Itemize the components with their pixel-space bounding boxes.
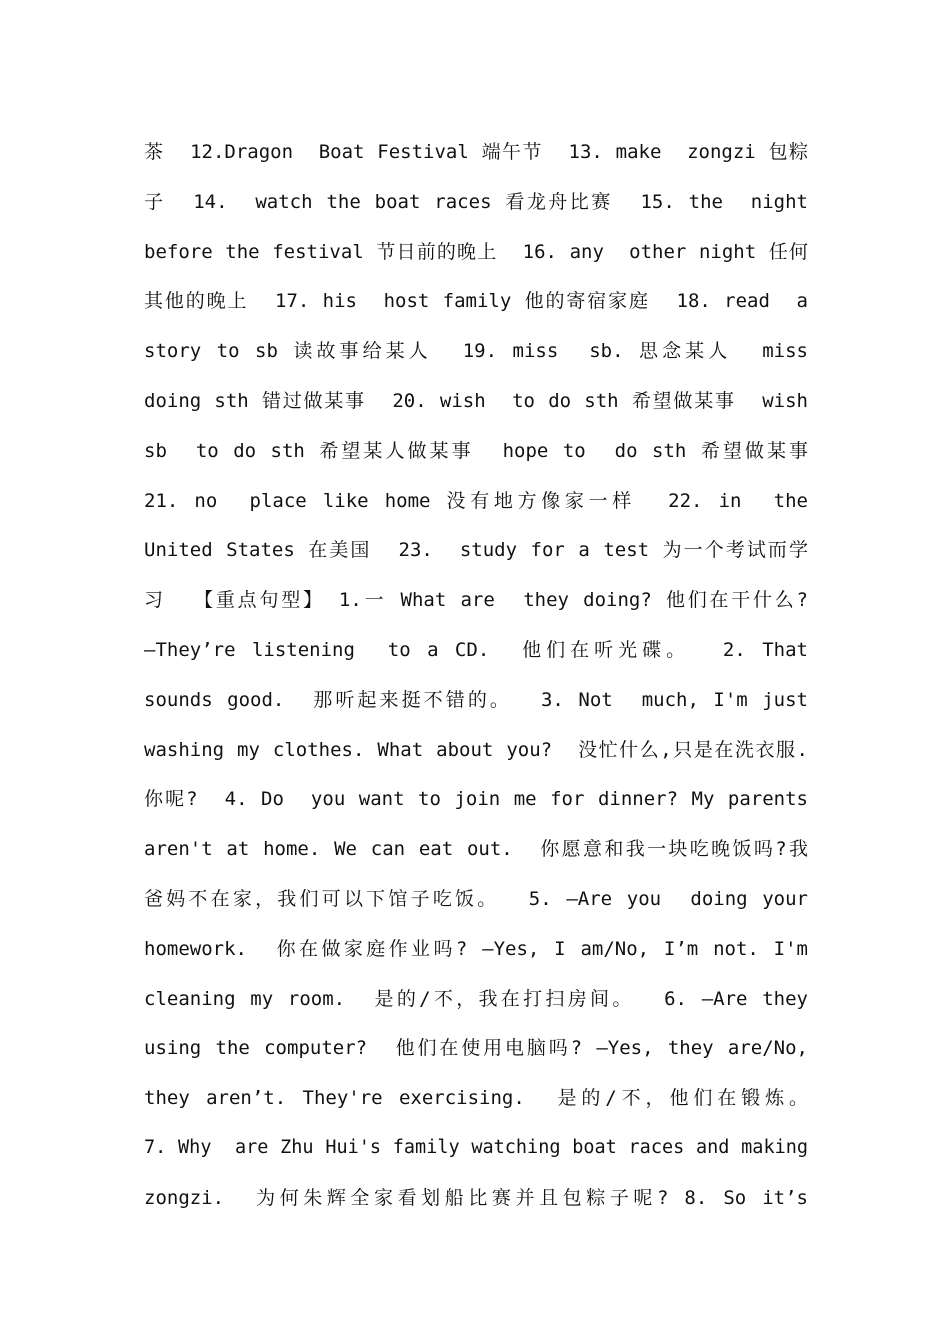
text-line: cleaning my room. 是的/不，我在打扫房间。 6. —Are they bbox=[144, 987, 808, 1010]
text-line: 其他的晚上 17. his host family 他的寄宿家庭 18. read a bbox=[144, 290, 808, 313]
text-line: doing sth 错过做某事 20. wish to do sth 希望做某事 wish bbox=[144, 389, 808, 412]
text-line: washing my clothes. What about you? 没忙什么,只是在洗衣服. bbox=[144, 738, 808, 761]
document-body bbox=[144, 134, 808, 1230]
text-line: 茶 12.Dragon Boat Festival 端午节 13. make zongzi 包粽 bbox=[144, 141, 808, 163]
text-line: they aren’t. They're exercising. 是的/不，他们在锻炼。 bbox=[144, 1087, 808, 1110]
text-line: story to sb 读故事给某人 19. miss sb. 思念某人 miss bbox=[144, 340, 808, 363]
text-line: 21. no place like home 没有地方像家一样 22. in the bbox=[144, 489, 808, 512]
text-line: —They’re listening to a CD. 他们在听光碟。 2. That bbox=[144, 638, 808, 661]
text-line: 你呢? 4. Do you want to join me for dinner? My parents bbox=[144, 788, 808, 811]
text-line: 子 14. watch the boat races 看龙舟比赛 15. the night bbox=[144, 190, 808, 213]
text-line: aren't at home. We can eat out. 你愿意和我一块吃晚饭吗?我 bbox=[144, 838, 808, 861]
text-line: 7. Why are Zhu Hui's family watching boat races and making bbox=[144, 1136, 808, 1158]
text-line: 习 【重点句型】 1.一 What are they doing? 他们在干什么? bbox=[144, 589, 808, 612]
text-line: 爸妈不在家，我们可以下馆子吃饭。 5. —Are you doing your bbox=[144, 887, 808, 910]
text-line: sb to do sth 希望某人做某事 hope to do sth 希望做某事 bbox=[144, 439, 808, 462]
text-line: before the festival 节日前的晚上 16. any other night 任何 bbox=[144, 240, 808, 263]
text-line: homework. 你在做家庭作业吗? —Yes, I am/No, I’m not. I'm bbox=[144, 937, 808, 960]
text-line: United States 在美国 23. study for a test 为一个考试而学 bbox=[144, 539, 808, 562]
text-line: zongzi. 为何朱辉全家看划船比赛并且包粽子呢? 8. So it’s bbox=[144, 1186, 808, 1209]
text-line: using the computer? 他们在使用电脑吗? —Yes, they are/No, bbox=[144, 1037, 808, 1060]
text-line: sounds good. 那听起来挺不错的。 3. Not much, I'm just bbox=[144, 688, 808, 711]
